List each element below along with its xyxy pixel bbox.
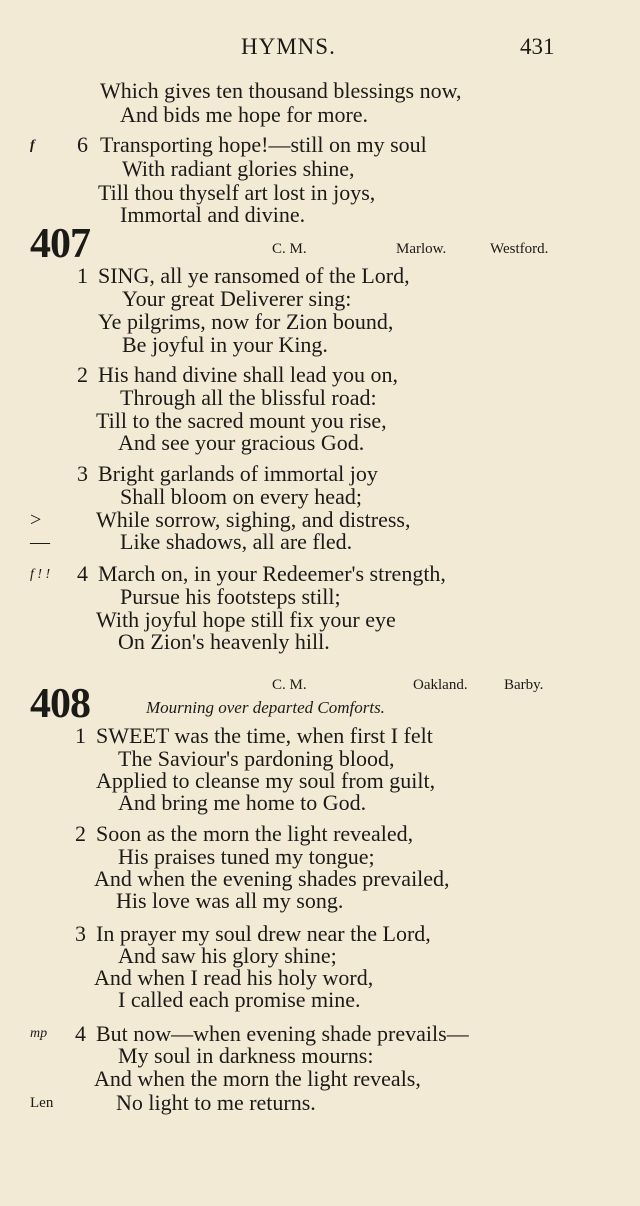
verse-line: Your great Deliverer sing: [122,286,352,311]
dynamic-mark: f [30,138,35,153]
verse-line: I called each promise mine. [118,987,361,1012]
hymn-subtitle: Mourning over departed Comforts. [146,698,385,717]
crescendo-mark: > [30,509,42,531]
tune-name: Barby. [504,677,544,693]
verse-number: 4 [75,1021,86,1046]
verse-line: Soon as the morn the light revealed, [96,821,414,846]
dash-mark: — [30,531,50,553]
verse-line: Through all the blissful road: [120,385,377,410]
hymn-meter: C. M. [272,241,307,257]
verse-number: 6 [77,132,88,157]
verse-line: My soul in darkness mourns: [118,1043,374,1068]
tune-name: Oakland. [413,677,468,693]
verse-line: No light to me returns. [116,1090,316,1115]
verse-line: Bright garlands of immortal joy [98,461,378,486]
verse-number: 3 [75,921,86,946]
verse-line: His praises tuned my tongue; [118,844,375,869]
verse-line: With joyful hope still fix your eye [96,607,396,632]
page-header-title: HYMNS. [241,34,336,59]
verse-line: And see your gracious God. [118,430,365,455]
verse-line: And when the morn the light reveals, [94,1066,421,1091]
verse-number: 4 [77,561,88,586]
verse-number: 2 [75,821,86,846]
tune-name: Marlow. [396,241,447,257]
verse-line: Ye pilgrims, now for Zion bound, [98,309,394,334]
verse-line: But now—when evening shade prevails— [96,1021,469,1046]
continuation-line-1: Which gives ten thousand blessings now, [100,78,462,103]
verse-number: 2 [77,362,88,387]
hymn-number: 408 [30,681,90,727]
verse-line: Shall bloom on every head; [120,484,362,509]
verse-line: And saw his glory shine; [118,943,337,968]
verse-line: Be joyful in your King. [122,332,328,357]
verse-line: Immortal and divine. [120,202,306,227]
verse-line: His love was all my song. [116,888,344,913]
continuation-line-2: And bids me hope for more. [120,102,369,127]
verse-line: In prayer my soul drew near the Lord, [96,921,431,946]
verse-line: SING, all ye ransomed of the Lord, [98,263,410,288]
verse-line: While sorrow, sighing, and distress, [96,507,411,532]
verse-number: 1 [77,263,88,288]
verse-line: His hand divine shall lead you on, [98,362,399,387]
hymn-number: 407 [30,221,90,267]
hymn-meter: C. M. [272,677,307,693]
verse-line: With radiant glories shine, [122,156,355,181]
verse-line: Till to the sacred mount you rise, [96,408,387,433]
verse-line: On Zion's heavenly hill. [118,629,330,654]
tempo-mark: Len [30,1095,54,1111]
verse-line: Pursue his footsteps still; [120,584,341,609]
verse-line: SWEET was the time, when first I felt [96,723,433,748]
verse-number: 1 [75,723,86,748]
tune-name: Westford. [490,241,549,257]
verse-line: Till thou thyself art lost in joys, [98,180,376,205]
dynamic-mark: mp [30,1026,48,1041]
verse-line: And when the evening shades prevailed, [94,866,450,891]
dynamic-mark: f ! ! [30,567,51,582]
verse-line: And bring me home to God. [118,790,367,815]
verse-line: Transporting hope!—still on my soul [100,132,427,157]
verse-number: 3 [77,461,88,486]
verse-line: The Saviour's pardoning blood, [118,746,395,771]
verse-line: March on, in your Redeemer's strength, [98,561,446,586]
verse-line: And when I read his holy word, [94,965,374,990]
page-number: 431 [520,34,555,59]
verse-line: Applied to cleanse my soul from guilt, [96,768,436,793]
verse-line: Like shadows, all are fled. [120,529,353,554]
